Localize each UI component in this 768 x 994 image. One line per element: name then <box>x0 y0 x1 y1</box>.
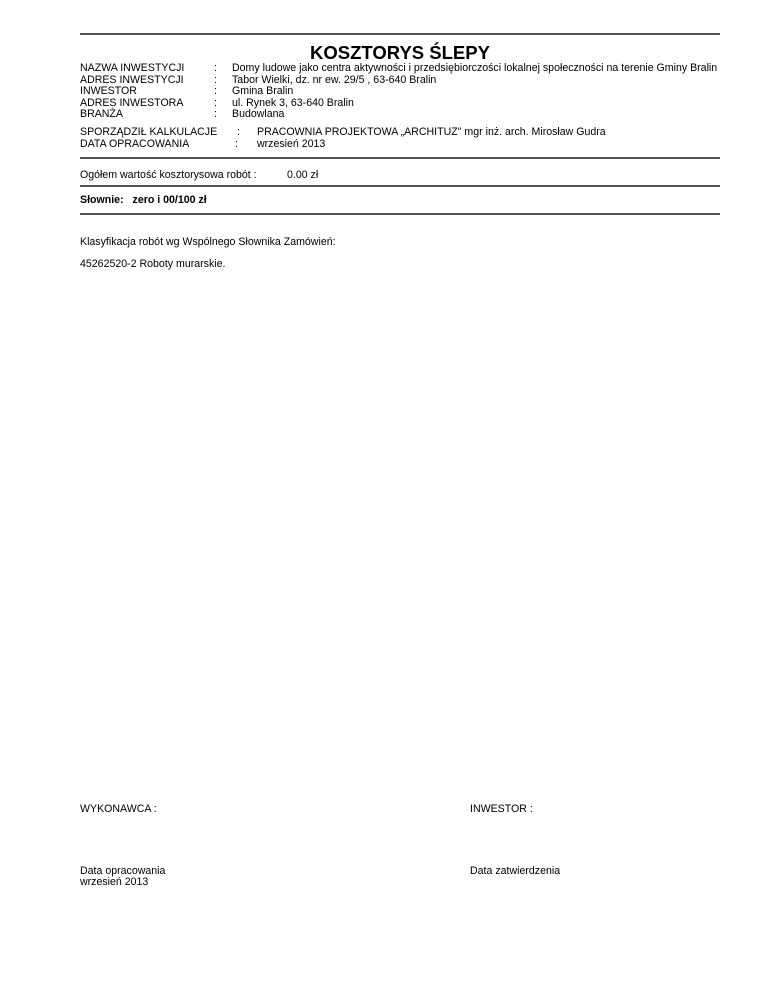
investor-signature-label: INWESTOR : <box>470 803 533 815</box>
words-label: Słownie: <box>80 194 124 206</box>
info-label: ADRES INWESTORA <box>80 96 184 109</box>
info-separator: : <box>214 96 217 109</box>
contractor-signature-label: WYKONAWCA : <box>80 803 157 815</box>
total-label: Ogółem wartość kosztorysowa robót : <box>80 169 257 181</box>
info-value: Gmina Bralin <box>232 85 294 97</box>
info-row-investor <box>80 86 720 98</box>
info-label: NAZWA INWESTYCJI <box>80 62 185 74</box>
prep-date-label: Data opracowania <box>80 865 166 877</box>
top-rule <box>80 33 720 35</box>
info-separator: : <box>214 73 217 86</box>
prep-value: PRACOWNIA PROJEKTOWA „ARCHITUZ" mgr inż. arch. Mirosław Gudra <box>257 126 606 138</box>
words-value: zero i 00/100 zł <box>132 194 207 206</box>
total-value: 0.00 zł <box>287 169 319 181</box>
prep-label: SPORZĄDZIŁ KALKULACJE <box>80 126 218 138</box>
info-label: INWESTOR <box>80 85 137 97</box>
info-separator: : <box>214 62 217 74</box>
prepared-info <box>80 127 720 150</box>
info-label: BRANŻA <box>80 108 123 120</box>
prep-separator: : <box>237 126 240 138</box>
info-row-investor-address <box>80 98 720 110</box>
info-value: Budowlana <box>232 108 285 120</box>
info-value: Domy ludowe jako centra aktywności i przedsiębiorczości lokalnej społeczności na terenie Gminy Bralin <box>232 62 718 74</box>
prep-separator: : <box>235 137 238 150</box>
prep-value: wrzesień 2013 <box>257 137 326 150</box>
document-title: KOSZTORYS ŚLEPY <box>310 42 490 63</box>
info-label: ADRES INWESTYCJI <box>80 73 184 86</box>
divider-1 <box>80 157 720 159</box>
approval-date-label: Data zatwierdzenia <box>470 865 561 877</box>
classification-code: 45262520-2 Roboty murarskie. <box>80 258 226 270</box>
prep-label: DATA OPRACOWANIA <box>80 137 190 150</box>
info-value: ul. Rynek 3, 63-640 Bralin <box>232 96 354 109</box>
divider-3 <box>80 213 720 215</box>
info-separator: : <box>214 85 217 97</box>
info-row-branch <box>80 109 720 121</box>
words-row <box>80 195 207 207</box>
info-row-investment-address <box>80 75 720 87</box>
prep-row-date <box>80 139 720 151</box>
investment-info <box>80 63 720 121</box>
prep-row-author <box>80 127 720 139</box>
info-separator: : <box>214 108 217 120</box>
divider-2 <box>80 185 720 187</box>
info-row-investment-name <box>80 63 720 75</box>
total-row <box>80 169 319 182</box>
classification-label: Klasyfikacja robót wg Wspólnego Słownika Zamówień: <box>80 236 336 248</box>
prep-date-value: wrzesień 2013 <box>80 876 149 888</box>
info-value: Tabor Wielki, dz. nr ew. 29/5 , 63-640 Bralin <box>232 73 437 86</box>
